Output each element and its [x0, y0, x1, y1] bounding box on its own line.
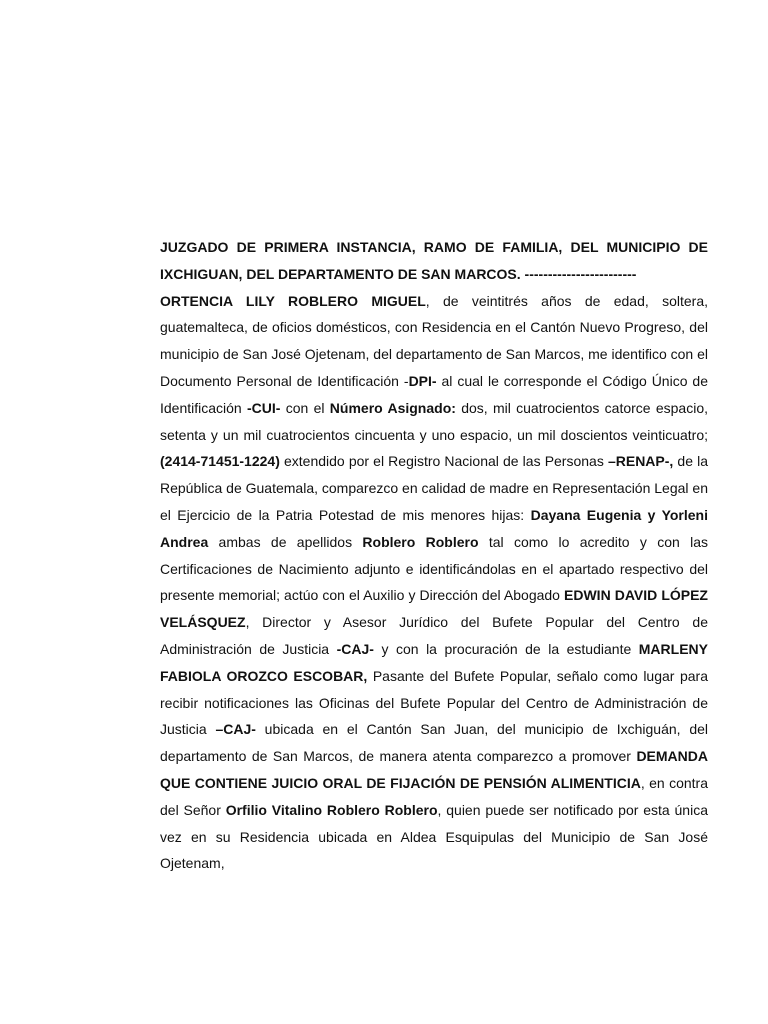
main-paragraph: [160, 288, 708, 878]
lawyer-name: EDWIN DAVID LÓPEZ VELÁSQUEZ: [160, 587, 708, 631]
applicant-name: ORTENCIA LILY ROBLERO MIGUEL: [160, 292, 426, 309]
text-segment: y con la procuración de la estudiante: [373, 640, 639, 657]
heading-dashes: ------------------------: [524, 265, 637, 282]
caj-label: –CAJ-: [215, 721, 256, 738]
surnames: Roblero Roblero: [362, 533, 479, 550]
numero-asignado-label: Número Asignado:: [329, 399, 456, 416]
text-segment: de la República de Guatemala, comparezco en calidad de madre en Representación Legal en el Ejercicio de la Patria Potestad de mis menores hijas:: [160, 453, 709, 523]
text-segment: , Director y Asesor Jurídico del Bufete Popular del Centro de Administración de Justicia: [160, 614, 708, 657]
court-heading: JUZGADO DE PRIMERA INSTANCIA, RAMO DE FAMILIA, DEL MUNICIPIO DE IXCHIGUAN, DEL DEPARTAMENTO DE SAN MARCOS.: [160, 239, 708, 282]
caj-label: -CAJ-: [336, 640, 374, 657]
daughters-names: Dayana Eugenia y Yorleni Andrea: [160, 506, 708, 550]
dpi-label: DPI-: [408, 372, 437, 389]
text-segment: al cual le corresponde el Código Único de Identificación: [160, 372, 709, 416]
document-body: [160, 234, 708, 877]
text-segment: ambas de apellidos: [208, 533, 363, 550]
text-segment: Pasante del Bufete Popular, señalo como lugar para recibir notificaciones las Oficinas del Bufete Popular del Centro de Administración de Justicia: [160, 667, 708, 738]
student-name: MARLENY FABIOLA OROZCO ESCOBAR,: [160, 640, 708, 684]
text-segment: tal como lo acredito y con las Certificaciones de Nacimiento adjunto e identificándolas en el apartado respectivo del presente memorial; actúo con el Auxilio y Dirección del Abogado: [160, 533, 708, 604]
text-segment: , quien puede ser notificado por esta única vez en su Residencia ubicada en Aldea Esquipulas del Municipio de San José Ojetenam,: [160, 801, 708, 872]
cui-label: -CUI-: [247, 399, 281, 416]
court-heading-paragraph: [160, 234, 708, 288]
text-segment: con el: [280, 399, 330, 416]
text-segment: dos, mil cuatrocientos catorce espacio, setenta y un mil cuatrocientos cincuenta y uno espacio, un mil doscientos veinticuatro;: [160, 399, 709, 443]
demand-title: DEMANDA QUE CONTIENE JUICIO ORAL DE FIJACIÓN DE PENSIÓN ALIMENTICIA: [160, 748, 708, 791]
text-segment: , de veintitrés años de edad, soltera, guatemalteca, de oficios domésticos, con Residencia en el Cantón Nuevo Progreso, del municipio de San José Ojetenam, del departamento de San Marcos, me identifico con el Documento Personal de Identificación -: [160, 292, 708, 389]
text-segment: , en contra del Señor: [160, 774, 708, 818]
defendant-name: Orfilio Vitalino Roblero Roblero: [225, 801, 438, 818]
text-segment: extendido por el Registro Nacional de las Personas: [279, 453, 608, 470]
cui-number: (2414-71451-1224): [160, 453, 280, 470]
text-segment: ubicada en el Cantón San Juan, del municipio de Ixchiguán, del departamento de San Marcos, de manera atenta comparezco a promover: [160, 721, 708, 765]
renap-label: –RENAP-,: [607, 453, 674, 470]
